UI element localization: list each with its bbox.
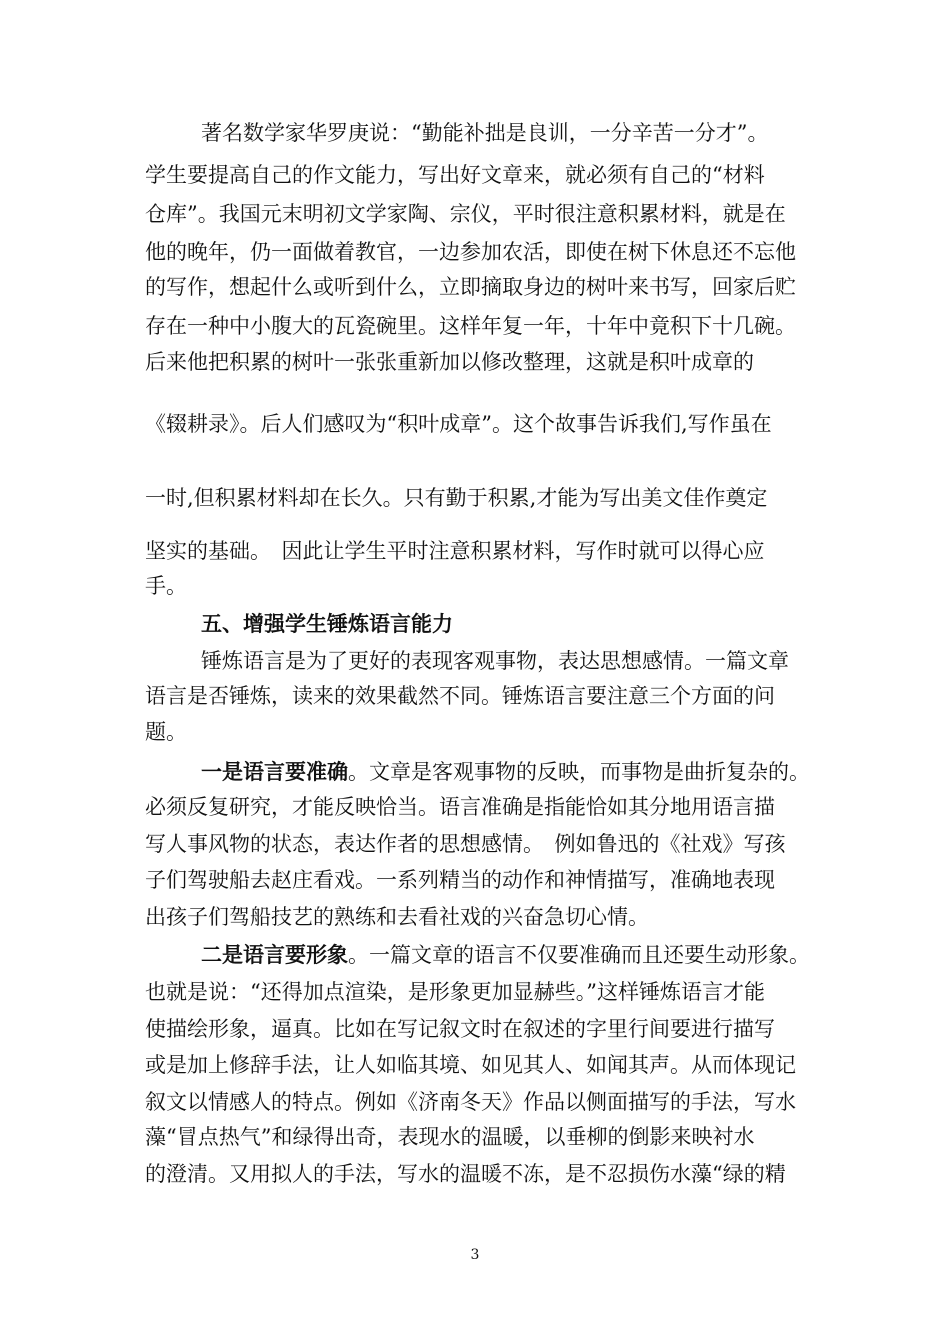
text-line: 必须反复研究，才能反映恰当。语言准确是指能恰如其分地用语言描 [145,795,775,819]
text-line-continuation: 。一篇文章的语言不仅要准确而且还要生动形象。 [348,943,810,967]
text-line-continuation: 。文章是客观事物的反映，而事物是曲折复杂的。 [348,760,810,784]
text-line: 使描绘形象，逼真。比如在写记叙文时在叙述的字里行间要进行描写 [145,1017,775,1041]
text-line: 锤炼语言是为了更好的表现客观事物，表达思想感情。一篇文章 [201,649,789,673]
point-two-heading: 二是语言要形象 [201,942,348,967]
text-line: 后来他把积累的树叶一张张重新加以修改整理，这就是积叶成章的 [145,350,754,374]
text-line [201,757,825,787]
text-line: 一时,但积累材料却在长久。只有勤于积累,才能为写出美文佳作奠定 [145,486,768,510]
point-one-heading: 一是语言要准确 [201,759,348,784]
text-line: 也就是说：“还得加点渲染，是形象更加显赫些。”这样锤炼语言才能 [145,980,765,1004]
section-heading: 五、增强学生锤炼语言能力 [201,611,453,636]
text-line: 写人事风物的状态，表达作者的思想感情。 例如鲁迅的《社戏》写孩 [145,832,786,856]
text-line: 坚实的基础。 因此让学生平时注意积累材料，写作时就可以得心应 [145,539,765,563]
text-line: 《辍耕录》。后人们感叹为“积叶成章”。这个故事告诉我们,写作虽在 [145,412,772,436]
text-line: 题。 [145,720,187,744]
text-line: 出孩子们驾船技艺的熟练和去看社戏的兴奋急切心情。 [145,905,649,929]
text-line: 或是加上修辞手法，让人如临其境、如见其人、如闻其声。从而体现记 [145,1053,796,1077]
text-line: 语言是否锤炼，读来的效果截然不同。锤炼语言要注意三个方面的问 [145,684,775,708]
page-number: 3 [470,1247,480,1263]
text-line: 仓库”。我国元末明初文学家陶、宗仪，平时很注意积累材料，就是在 [145,202,786,226]
text-line [201,940,825,970]
text-line: 手。 [145,574,187,598]
text-line: 的写作，想起什么或听到什么，立即摘取身边的树叶来书写，回家后贮 [145,275,796,299]
text-line: 的澄清。又用拟人的手法，写水的温暖不冻，是不忍损伤水藻“绿的精 [145,1162,786,1186]
text-line: 叙文以情感人的特点。例如《济南冬天》作品以侧面描写的手法，写水 [145,1090,796,1114]
text-line: 著名数学家华罗庚说：“勤能补拙是良训，一分辛苦一分才”。 [201,121,769,145]
text-line: 存在一种中小腹大的瓦瓷碗里。这样年复一年，十年中竟积下十几碗。 [145,314,796,338]
text-line: 子们驾驶船去赵庄看戏。一系列精当的动作和神情描写，准确地表现 [145,868,775,892]
text-line: 藻“冒点热气”和绿得出奇，表现水的温暖，以垂柳的倒影来映衬水 [145,1125,755,1149]
text-line: 学生要提高自己的作文能力，写出好文章来，就必须有自己的“材料 [145,163,765,187]
text-line: 他的晚年，仍一面做着教官，一边参加农活，即使在树下休息还不忘他 [145,240,796,264]
